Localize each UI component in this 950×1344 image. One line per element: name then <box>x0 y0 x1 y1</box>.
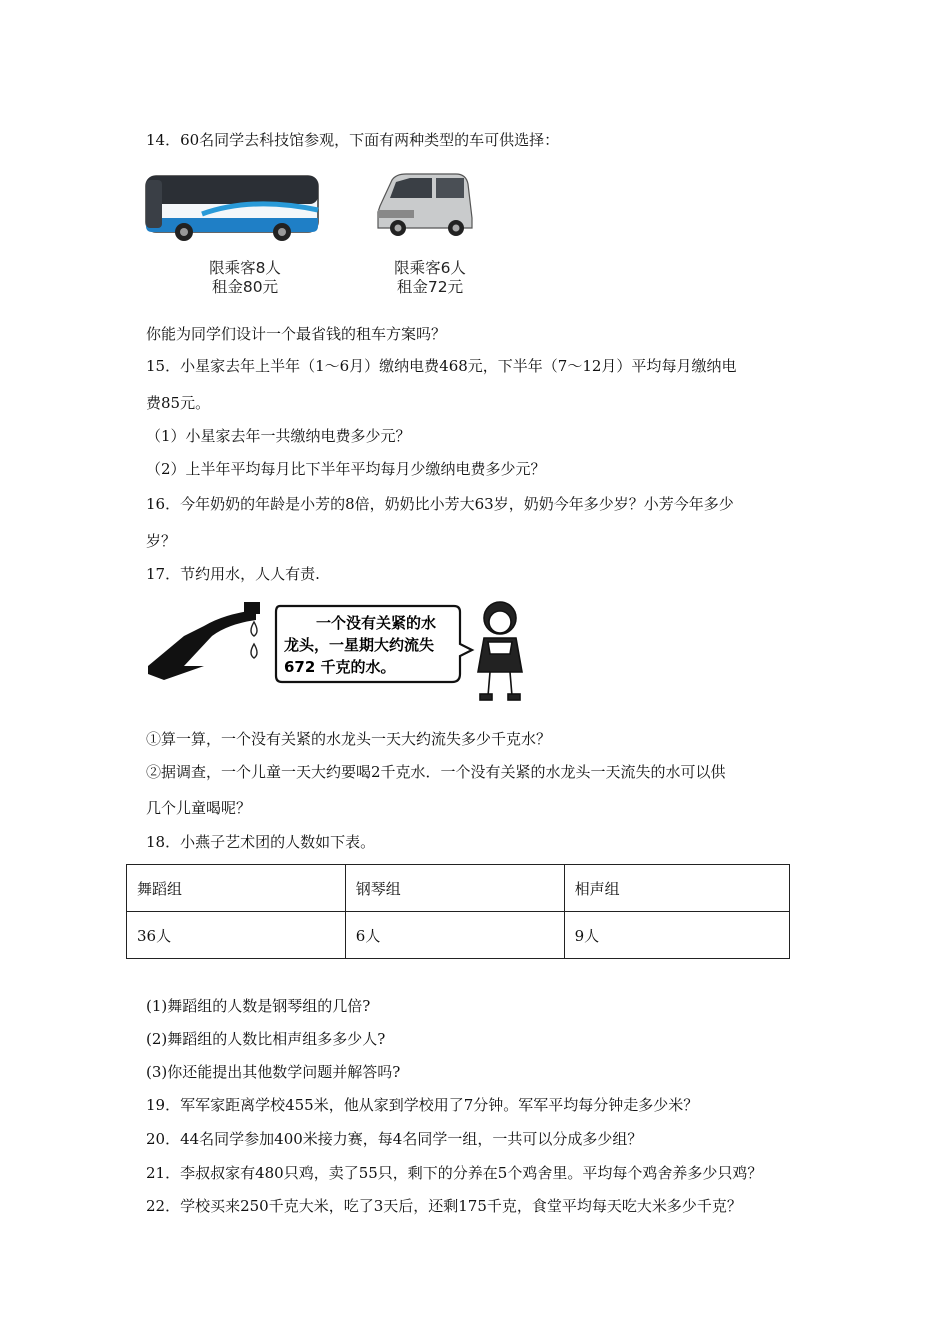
question-19-text: 19．军军家距离学校455米，他从家到学校用了7分钟。军军平均每分钟走多少米？ <box>146 1096 699 1114</box>
question-15-line1: 15．小星家去年上半年（1～6月）缴纳电费468元，下半年（7～12月）平均每月缴纳电 <box>146 357 737 375</box>
question-14-ask: 你能为同学们设计一个最省钱的租车方案吗？ <box>146 325 447 343</box>
question-18-text: 18．小燕子艺术团的人数如下表。 <box>146 833 376 851</box>
question-18-sub2: (2)舞蹈组的人数比相声组多多少人? <box>146 1030 386 1048</box>
bubble-line-3: 672 千克的水。 <box>284 658 396 676</box>
question-17-sub2-line1: ②据调查，一个儿童一天大约要喝2千克水．一个没有关紧的水龙头一天流失的水可以供 <box>146 763 726 781</box>
question-18-sub3: (3)你还能提出其他数学问题并解答吗? <box>146 1063 401 1081</box>
bus-capacity: 限乘客8人 <box>209 259 281 277</box>
question-15-sub2: （2）上半年平均每月比下半年平均每月少缴纳电费多少元？ <box>146 460 546 478</box>
table-cell: 钢琴组 <box>345 865 564 912</box>
question-20-text: 20．44名同学参加400米接力赛，每4名同学一组，一共可以分成多少组？ <box>146 1130 643 1148</box>
question-14-text: 14．60名同学去科技馆参观，下面有两种类型的车可供选择： <box>146 131 560 149</box>
question-18-sub1: (1)舞蹈组的人数是钢琴组的几倍? <box>146 997 371 1015</box>
van-image <box>370 166 480 246</box>
bubble-line-2: 龙头，一星期大约流失 <box>284 636 435 654</box>
droplet-icon <box>251 644 257 658</box>
droplet-icon <box>251 622 257 636</box>
question-17-text: 17．节约用水，人人有责. <box>146 565 320 583</box>
question-21-text: 21．李叔叔家有480只鸡，卖了55只，剩下的分养在5个鸡舍里。平均每个鸡舍养多少只鸡？ <box>146 1164 763 1182</box>
bus-rent: 租金80元 <box>211 278 279 296</box>
van-capacity: 限乘客6人 <box>394 259 466 277</box>
art-troupe-table <box>126 864 790 959</box>
question-17-sub2-line2: 几个儿童喝呢？ <box>146 799 252 817</box>
table-cell: 36人 <box>127 912 346 959</box>
table-cell: 舞蹈组 <box>127 865 346 912</box>
table-cell: 相声组 <box>564 865 789 912</box>
water-saving-illustration <box>144 596 534 706</box>
bus-image <box>142 166 322 246</box>
table-cell: 6人 <box>345 912 564 959</box>
question-15-sub1: （1）小星家去年一共缴纳电费多少元？ <box>146 427 411 445</box>
question-16-line2: 岁？ <box>146 532 177 550</box>
van-rent: 租金72元 <box>396 278 464 296</box>
question-22-text: 22．学校买来250千克大米，吃了3天后，还剩175千克，食堂平均每天吃大米多少千克？ <box>146 1197 742 1215</box>
table-cell: 9人 <box>564 912 789 959</box>
table-row <box>127 912 790 959</box>
question-15-line2: 费85元。 <box>146 394 211 412</box>
question-16-line1: 16．今年奶奶的年龄是小芳的8倍，奶奶比小芳大63岁，奶奶今年多少岁？小芳今年多少 <box>146 495 734 513</box>
bubble-line-1: 一个没有关紧的水 <box>316 614 437 632</box>
girl-icon <box>478 602 522 700</box>
question-17-sub1: ①算一算，一个没有关紧的水龙头一天大约流失多少千克水？ <box>146 730 552 748</box>
table-header-row <box>127 865 790 912</box>
